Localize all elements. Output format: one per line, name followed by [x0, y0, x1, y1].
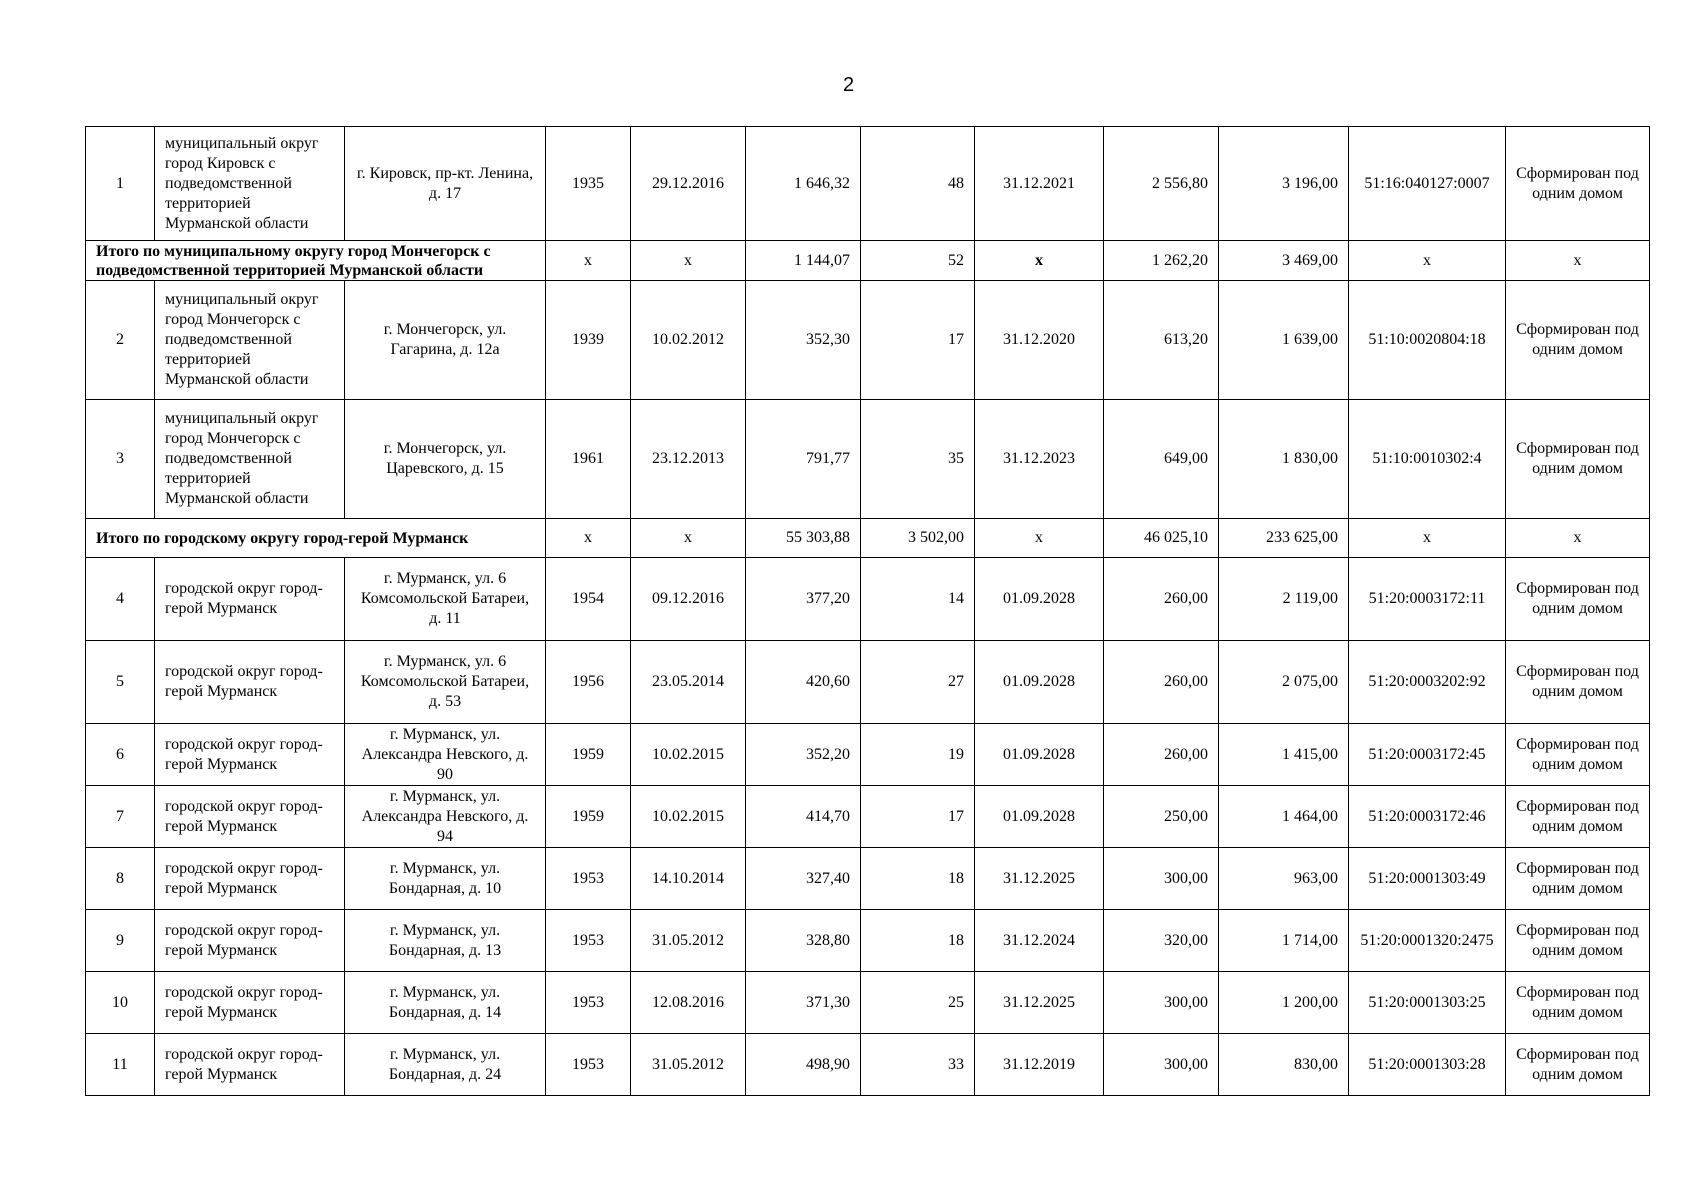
total-cadastral: x — [1349, 241, 1506, 281]
value-cell: 260,00 — [1104, 641, 1219, 724]
cadastral-cell: 51:20:0003172:11 — [1349, 558, 1506, 641]
cadastral-cell: 51:20:0003172:45 — [1349, 724, 1506, 786]
deadline-cell: 31.12.2024 — [975, 910, 1104, 972]
date-cell: 23.05.2014 — [631, 641, 746, 724]
residents-cell: 18 — [861, 910, 975, 972]
total-value: 3 469,00 — [1219, 241, 1349, 281]
status-cell: Сформирован под одним домом — [1506, 786, 1650, 848]
cadastral-cell: 51:20:0001303:28 — [1349, 1034, 1506, 1096]
deadline-cell: 31.12.2025 — [975, 972, 1104, 1034]
status-cell: Сформирован под одним домом — [1506, 127, 1650, 241]
row-number: 5 — [86, 641, 155, 724]
status-cell: Сформирован под одним домом — [1506, 848, 1650, 910]
total-status: x — [1506, 241, 1650, 281]
value-cell: 1 830,00 — [1219, 400, 1349, 519]
row-number: 11 — [86, 1034, 155, 1096]
page-number: 2 — [842, 74, 855, 96]
value-cell: 2 119,00 — [1219, 558, 1349, 641]
deadline-cell: 31.12.2019 — [975, 1034, 1104, 1096]
table-row — [86, 848, 1650, 910]
total-cadastral: x — [1349, 519, 1506, 558]
date-cell: 29.12.2016 — [631, 127, 746, 241]
status-cell: Сформирован под одним домом — [1506, 281, 1650, 400]
housing-registry-table — [85, 126, 1650, 1096]
address-cell: г. Мончегорск, ул. Царевского, д. 15 — [345, 400, 546, 519]
cadastral-cell: 51:10:0020804:18 — [1349, 281, 1506, 400]
address-cell: г. Мурманск, ул. Александра Невского, д. 90 — [345, 724, 546, 786]
municipality-cell: муниципальный округ город Мончегорск с подведомственной территорией Мурманской области — [155, 281, 345, 400]
value-cell: 1 714,00 — [1219, 910, 1349, 972]
status-cell: Сформирован под одним домом — [1506, 724, 1650, 786]
area-cell: 371,30 — [746, 972, 861, 1034]
residents-cell: 19 — [861, 724, 975, 786]
area-cell: 420,60 — [746, 641, 861, 724]
residents-cell: 33 — [861, 1034, 975, 1096]
table-body — [86, 127, 1650, 1096]
table-row — [86, 786, 1650, 848]
year-cell: 1959 — [546, 786, 631, 848]
value-cell: 830,00 — [1219, 1034, 1349, 1096]
total-area: 1 144,07 — [746, 241, 861, 281]
total-value: 233 625,00 — [1219, 519, 1349, 558]
year-cell: 1935 — [546, 127, 631, 241]
cadastral-cell: 51:20:0003202:92 — [1349, 641, 1506, 724]
value-cell: 260,00 — [1104, 724, 1219, 786]
municipality-cell: городской округ город-герой Мурманск — [155, 724, 345, 786]
cadastral-cell: 51:20:0001320:2475 — [1349, 910, 1506, 972]
total-status: x — [1506, 519, 1650, 558]
row-number: 7 — [86, 786, 155, 848]
area-cell: 377,20 — [746, 558, 861, 641]
residents-cell: 17 — [861, 786, 975, 848]
value-cell: 2 556,80 — [1104, 127, 1219, 241]
cadastral-cell: 51:20:0001303:25 — [1349, 972, 1506, 1034]
value-cell: 1 200,00 — [1219, 972, 1349, 1034]
row-number: 2 — [86, 281, 155, 400]
total-date: x — [631, 241, 746, 281]
date-cell: 10.02.2012 — [631, 281, 746, 400]
value-cell: 1 415,00 — [1219, 724, 1349, 786]
municipality-cell: городской округ город-герой Мурманск — [155, 972, 345, 1034]
value-cell: 1 639,00 — [1219, 281, 1349, 400]
total-value: 1 262,20 — [1104, 241, 1219, 281]
deadline-cell: 31.12.2023 — [975, 400, 1104, 519]
year-cell: 1953 — [546, 910, 631, 972]
municipality-cell: городской округ город-герой Мурманск — [155, 641, 345, 724]
value-cell: 300,00 — [1104, 848, 1219, 910]
deadline-cell: 01.09.2028 — [975, 558, 1104, 641]
table-row — [86, 641, 1650, 724]
table-row — [86, 400, 1650, 519]
year-cell: 1953 — [546, 972, 631, 1034]
value-cell: 3 196,00 — [1219, 127, 1349, 241]
cadastral-cell: 51:20:0001303:49 — [1349, 848, 1506, 910]
total-residents: 52 — [861, 241, 975, 281]
total-residents: 3 502,00 — [861, 519, 975, 558]
status-cell: Сформирован под одним домом — [1506, 400, 1650, 519]
date-cell: 31.05.2012 — [631, 1034, 746, 1096]
address-cell: г. Мурманск, ул. 6 Комсомольской Батареи, д. 11 — [345, 558, 546, 641]
total-row — [86, 519, 1650, 558]
table-row — [86, 910, 1650, 972]
area-cell: 791,77 — [746, 400, 861, 519]
value-cell: 260,00 — [1104, 558, 1219, 641]
residents-cell: 18 — [861, 848, 975, 910]
table-row — [86, 972, 1650, 1034]
row-number: 4 — [86, 558, 155, 641]
value-cell: 1 464,00 — [1219, 786, 1349, 848]
status-cell: Сформирован под одним домом — [1506, 558, 1650, 641]
year-cell: 1953 — [546, 848, 631, 910]
residents-cell: 17 — [861, 281, 975, 400]
municipality-cell: городской округ город-герой Мурманск — [155, 786, 345, 848]
municipality-cell: городской округ город-герой Мурманск — [155, 848, 345, 910]
table-row — [86, 1034, 1650, 1096]
table-row — [86, 724, 1650, 786]
table-row — [86, 127, 1650, 241]
total-row — [86, 241, 1650, 281]
area-cell: 328,80 — [746, 910, 861, 972]
municipality-cell: городской округ город-герой Мурманск — [155, 1034, 345, 1096]
address-cell: г. Мончегорск, ул. Гагарина, д. 12а — [345, 281, 546, 400]
row-number: 9 — [86, 910, 155, 972]
total-value: 46 025,10 — [1104, 519, 1219, 558]
year-cell: 1959 — [546, 724, 631, 786]
address-cell: г. Мурманск, ул. Бондарная, д. 24 — [345, 1034, 546, 1096]
residents-cell: 35 — [861, 400, 975, 519]
value-cell: 649,00 — [1104, 400, 1219, 519]
value-cell: 963,00 — [1219, 848, 1349, 910]
cadastral-cell: 51:10:0010302:4 — [1349, 400, 1506, 519]
area-cell: 498,90 — [746, 1034, 861, 1096]
area-cell: 1 646,32 — [746, 127, 861, 241]
deadline-cell: 31.12.2021 — [975, 127, 1104, 241]
deadline-cell: 01.09.2028 — [975, 724, 1104, 786]
residents-cell: 27 — [861, 641, 975, 724]
address-cell: г. Мурманск, ул. Бондарная, д. 13 — [345, 910, 546, 972]
status-cell: Сформирован под одним домом — [1506, 972, 1650, 1034]
area-cell: 414,70 — [746, 786, 861, 848]
value-cell: 300,00 — [1104, 1034, 1219, 1096]
residents-cell: 48 — [861, 127, 975, 241]
value-cell: 613,20 — [1104, 281, 1219, 400]
total-label: Итого по городскому округу город-герой Мурманск — [86, 519, 546, 558]
address-cell: г. Мурманск, ул. 6 Комсомольской Батареи, д. 53 — [345, 641, 546, 724]
residents-cell: 14 — [861, 558, 975, 641]
status-cell: Сформирован под одним домом — [1506, 1034, 1650, 1096]
total-label: Итого по муниципальному округу город Мончегорск с подведомственной территорией Мурманской области — [86, 241, 546, 281]
row-number: 6 — [86, 724, 155, 786]
total-date: x — [631, 519, 746, 558]
date-cell: 31.05.2012 — [631, 910, 746, 972]
year-cell: 1953 — [546, 1034, 631, 1096]
area-cell: 352,30 — [746, 281, 861, 400]
municipality-cell: городской округ город-герой Мурманск — [155, 910, 345, 972]
residents-cell: 25 — [861, 972, 975, 1034]
value-cell: 2 075,00 — [1219, 641, 1349, 724]
year-cell: 1939 — [546, 281, 631, 400]
total-deadline: x — [975, 519, 1104, 558]
year-cell: 1956 — [546, 641, 631, 724]
total-deadline: x — [975, 241, 1104, 281]
deadline-cell: 01.09.2028 — [975, 786, 1104, 848]
row-number: 8 — [86, 848, 155, 910]
date-cell: 23.12.2013 — [631, 400, 746, 519]
address-cell: г. Кировск, пр-кт. Ленина, д. 17 — [345, 127, 546, 241]
deadline-cell: 01.09.2028 — [975, 641, 1104, 724]
row-number: 10 — [86, 972, 155, 1034]
date-cell: 12.08.2016 — [631, 972, 746, 1034]
deadline-cell: 31.12.2025 — [975, 848, 1104, 910]
value-cell: 300,00 — [1104, 972, 1219, 1034]
date-cell: 10.02.2015 — [631, 786, 746, 848]
address-cell: г. Мурманск, ул. Александра Невского, д. 94 — [345, 786, 546, 848]
date-cell: 09.12.2016 — [631, 558, 746, 641]
cadastral-cell: 51:16:040127:0007 — [1349, 127, 1506, 241]
municipality-cell: городской округ город-герой Мурманск — [155, 558, 345, 641]
year-cell: 1954 — [546, 558, 631, 641]
cadastral-cell: 51:20:0003172:46 — [1349, 786, 1506, 848]
status-cell: Сформирован под одним домом — [1506, 641, 1650, 724]
value-cell: 320,00 — [1104, 910, 1219, 972]
address-cell: г. Мурманск, ул. Бондарная, д. 14 — [345, 972, 546, 1034]
table-row — [86, 558, 1650, 641]
date-cell: 14.10.2014 — [631, 848, 746, 910]
deadline-cell: 31.12.2020 — [975, 281, 1104, 400]
area-cell: 327,40 — [746, 848, 861, 910]
total-year: x — [546, 519, 631, 558]
status-cell: Сформирован под одним домом — [1506, 910, 1650, 972]
municipality-cell: муниципальный округ город Кировск с подведомственной территорией Мурманской области — [155, 127, 345, 241]
date-cell: 10.02.2015 — [631, 724, 746, 786]
row-number: 1 — [86, 127, 155, 241]
row-number: 3 — [86, 400, 155, 519]
year-cell: 1961 — [546, 400, 631, 519]
municipality-cell: муниципальный округ город Мончегорск с подведомственной территорией Мурманской области — [155, 400, 345, 519]
area-cell: 352,20 — [746, 724, 861, 786]
table-row — [86, 281, 1650, 400]
address-cell: г. Мурманск, ул. Бондарная, д. 10 — [345, 848, 546, 910]
value-cell: 250,00 — [1104, 786, 1219, 848]
total-area: 55 303,88 — [746, 519, 861, 558]
total-year: x — [546, 241, 631, 281]
